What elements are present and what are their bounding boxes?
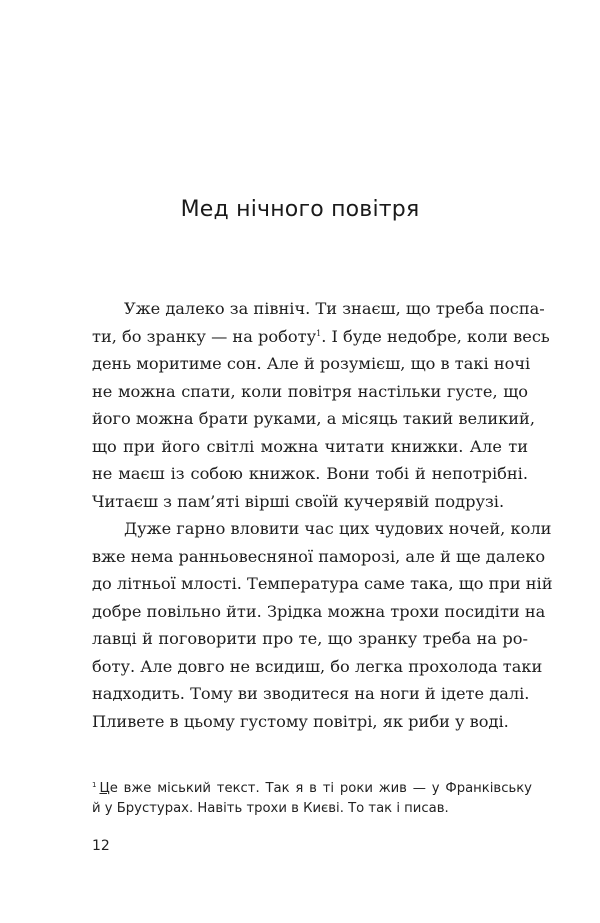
paragraph-2 xyxy=(92,515,553,735)
text-line: не можна спати, коли повітря настільки густе, що xyxy=(92,381,528,401)
paragraph-1 xyxy=(92,295,550,515)
text-line: до літньої млості. Температура саме така, що при ній xyxy=(92,574,553,593)
text-line: Пливете в цьому густому повітрі, як риби у воді. xyxy=(92,711,509,731)
text-line: його можна брати руками, а місяць такий великий, xyxy=(92,409,535,428)
page-number: 12 xyxy=(92,838,110,854)
footnote-first-letter: Ц xyxy=(99,781,110,796)
text-line: Дуже гарно вловити час цих чудових ночей, коли xyxy=(124,519,552,538)
text-line: боту. Але довго не всидиш, бо легка прохолода таки xyxy=(92,656,543,676)
text-line: надходить. Тому ви зводитеся на ноги й ідете далі. xyxy=(92,684,530,703)
text-fragment: ти, бо зранку — на роботу xyxy=(92,326,317,346)
text-line: Уже далеко за північ. Ти знаєш, що треба поспа- xyxy=(124,299,545,318)
text-line: день моритиме сон. Але й розумієш, що в такі ночі xyxy=(92,354,531,373)
text-line: що при його світлі можна читати книжки. Але ти xyxy=(92,436,528,456)
footnote-marker: 1 xyxy=(92,781,97,789)
text-line: вже нема ранньовесняної паморозі, але й ще далеко xyxy=(92,546,546,566)
footnote-line: й у Брустурах. Навіть трохи в Києві. То так і писав. xyxy=(92,801,449,816)
footnote-text: е вже міський текст. Так я в ті роки жив — у Франківську xyxy=(109,781,532,796)
text-line: не маєш із собою книжок. Вони тобі й непотрібні. xyxy=(92,464,528,483)
text-line: лавці й поговорити про те, що зранку треба на ро- xyxy=(92,629,528,648)
text-line: Читаєш з пам’яті вірші своїй кучерявій подрузі. xyxy=(92,491,505,511)
footnote-reference[interactable]: 1 xyxy=(316,328,322,338)
chapter-body xyxy=(92,295,553,735)
footnote-line xyxy=(92,779,532,799)
text-line-with-footnote xyxy=(92,323,550,351)
chapter-title: Мед нічного повітря xyxy=(180,197,420,222)
text-fragment: . І буде недобре, коли весь xyxy=(321,326,550,346)
text-line: добре повільно йти. Зрідка можна трохи посидіти на xyxy=(92,601,546,621)
footnote xyxy=(92,779,532,819)
